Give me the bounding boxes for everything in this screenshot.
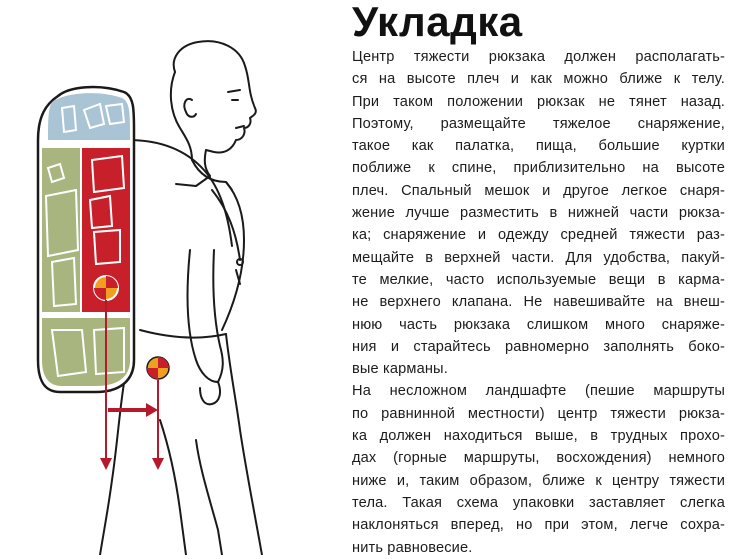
text-line: вые карманы. (352, 361, 448, 378)
text-line: ниже и, таким образом, ближе к центру тяжести (352, 472, 725, 489)
text-line: жение лучше разместить в нижней части рюкза- (352, 205, 725, 222)
text-line: нюю часть рюкзака слишком много снаряже- (352, 316, 725, 333)
page-title: Укладка (352, 0, 523, 45)
text-line: На несложном ландшафте (пешие маршруты (352, 383, 725, 400)
text-line: тела. Такая схема упаковки заставляет слегка (352, 494, 725, 511)
text-line: такое как палатка, пища, большие куртки (352, 138, 725, 155)
center-of-gravity-icon (94, 276, 118, 300)
text-line: Поэтому, размещайте тяжелое снаряжение, (352, 115, 725, 132)
text-line: ния и старайтесь равномерно заполнять боко- (352, 338, 725, 355)
text-line: Центр тяжести рюкзака должен располагать- (352, 49, 725, 65)
body-center-of-gravity-icon (147, 357, 169, 379)
text-line: те мелкие, часто используемые вещи в карма- (352, 271, 725, 288)
text-line: ся на высоте плеч и как можно ближе к телу. (352, 71, 725, 88)
body-text (352, 46, 725, 559)
text-line: наклоняться вперед, но при этом, легче сохра- (352, 517, 725, 534)
text-line: нить равновесие. (352, 539, 473, 556)
text-line: плеч. Спальный мешок и другое легкое снаря- (352, 182, 725, 199)
text-line: мещайте в верхней части. Для удобства, пакуй- (352, 249, 725, 266)
text-line: не верхнего клапана. Не навешивайте на внеш- (352, 294, 725, 311)
backpack-icon (38, 87, 134, 392)
text-line: ка должен находиться выше, в трудных прохо- (352, 428, 725, 445)
hiker-backpack-illustration (0, 0, 340, 555)
text-line: поближе к спине, приблизительно на высоте (352, 160, 725, 177)
text-line: по равнинной местности) центр тяжести рюкза- (352, 405, 725, 422)
text-line: дах (горные маршруты, восхождения) немного (352, 450, 725, 467)
text-line: При таком положении рюкзак не тянет назад. (352, 93, 725, 110)
text-line: ка; снаряжение и одежду средней тяжести раз- (352, 227, 725, 244)
